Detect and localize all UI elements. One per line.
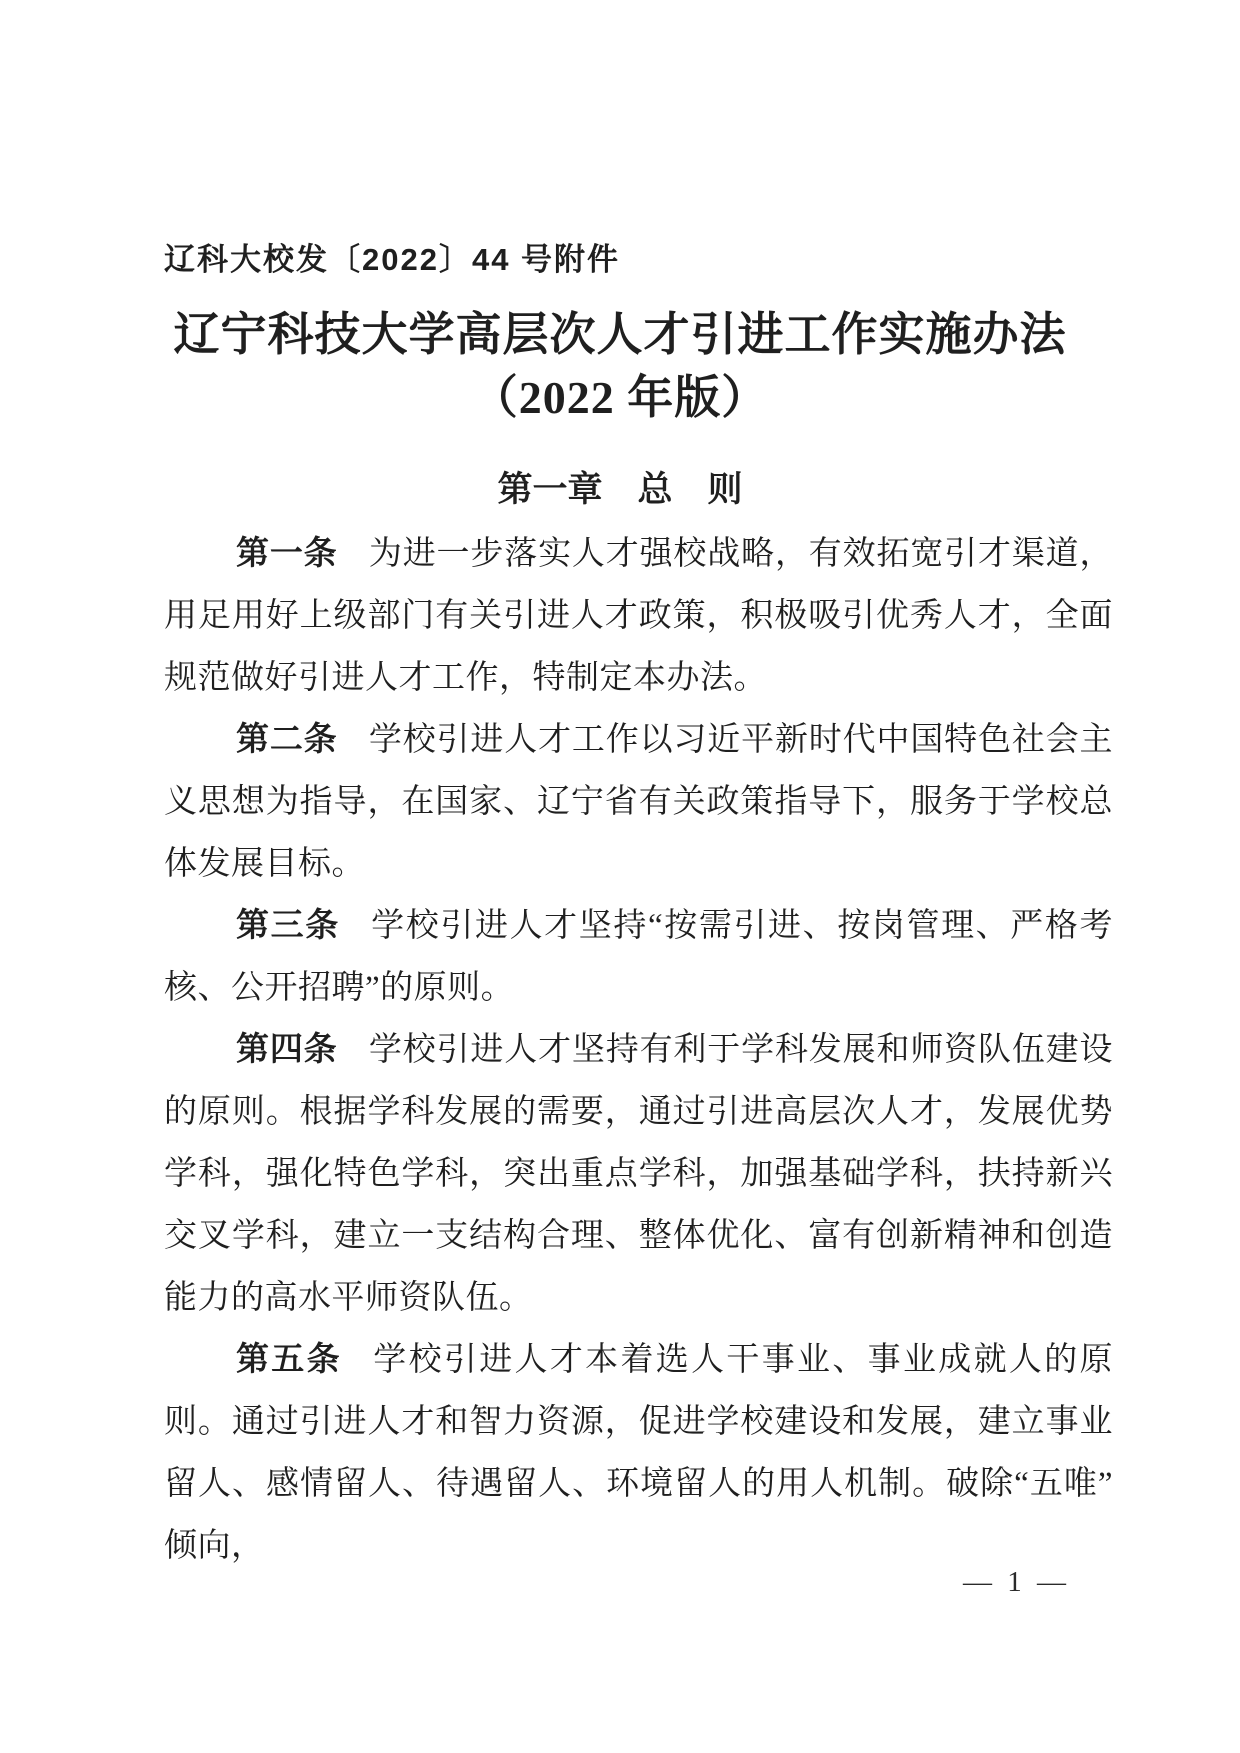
article-text-2: 学校引进人才工作以习近平新时代中国特色社会主义思想为指导，在国家、辽宁省有关政策指导下，服务于学校总体发展目标。 [164,722,1114,882]
article-text-4: 学校引进人才坚持有利于学科发展和师资队伍建设的原则。根据学科发展的需要，通过引进高层次人才，发展优势学科，强化特色学科，突出重点学科，加强基础学科，扶持新兴交叉学科，建立一支结构合理、整体优化、富有创新精神和创造能力的高水平师资队伍。 [164,1032,1114,1316]
article-paragraph-3 [164,895,1113,1019]
article-paragraph-5 [164,1329,1113,1577]
doc-number: 辽科大校发〔2022〕44 号附件 [164,242,621,277]
article-paragraph-2 [164,709,1113,895]
article-label-3: 第三条 [236,908,340,944]
title-line-2: （2022 年版） [471,372,769,423]
article-paragraph-4 [164,1019,1113,1329]
article-label-2: 第二条 [236,722,338,758]
title-line-1: 辽宁科技大学高层次人才引进工作实施办法 [173,309,1067,360]
article-label-4: 第四条 [236,1032,338,1068]
chapter-heading: 第一章 总 则 [497,470,743,509]
page-number: — 1 — [963,1566,1070,1598]
article-paragraph-1 [164,523,1113,709]
document-body [164,523,1113,1577]
article-text-3: 学校引进人才坚持“按需引进、按岗管理、严格考核、公开招聘”的原则。 [164,908,1113,1006]
article-label-1: 第一条 [236,536,338,572]
article-text-5: 学校引进人才本着选人干事业、事业成就人的原则。通过引进人才和智力资源，促进学校建设和发展，建立事业留人、感情留人、待遇留人、环境留人的用人机制。破除“五唯”倾向， [164,1342,1114,1564]
article-text-1: 为进一步落实人才强校战略，有效拓宽引才渠道，用足用好上级部门有关引进人才政策，积极吸引优秀人才，全面规范做好引进人才工作，特制定本办法。 [164,536,1114,696]
document-title [0,303,1240,429]
article-label-5: 第五条 [236,1342,342,1378]
